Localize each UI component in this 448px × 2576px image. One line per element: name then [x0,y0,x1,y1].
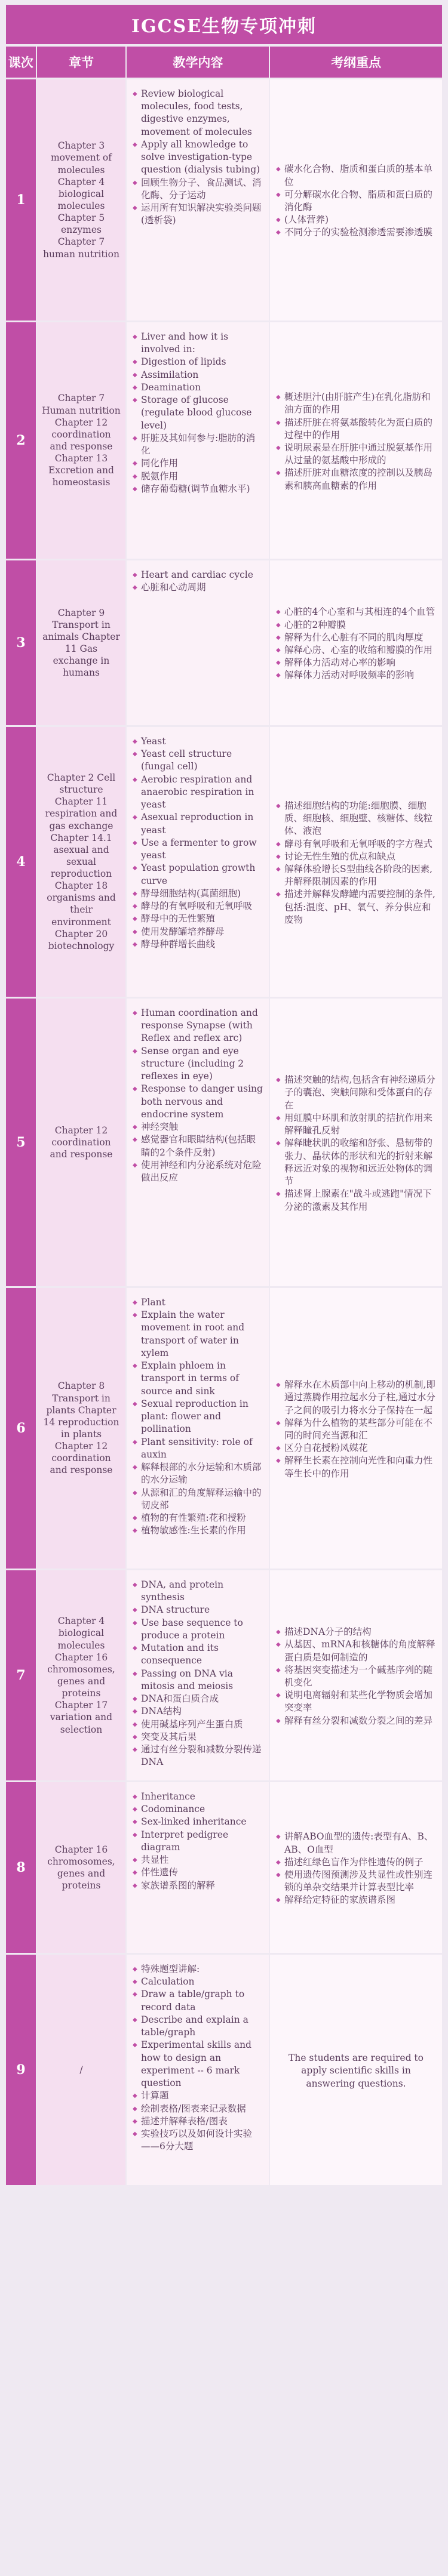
list-item: ◆ 使用碱基序列产生蛋白质 [133,1718,263,1731]
key-points-list [276,1074,436,1213]
list-item: ◆ Describe and explain a table/graph [133,2014,263,2039]
list-item: ◆ DNA和蛋白质合成 [133,1693,263,1705]
list-item: ◆ 讲解ABO血型的遗传:表型有A、B、AB、O血型 [276,1831,436,1856]
list-item: ◆ 植物的有性繁殖:花和授粉 [133,1512,263,1524]
list-item: ◆ Deamination [133,381,263,394]
list-item: ◆ 描述突触的结构,包括含有神经递质分子的囊泡、突触间隙和受体蛋白的存在 [276,1074,436,1112]
table-row [6,725,442,997]
list-item: ◆ 解释睫状肌的收缩和舒张、悬韧带的张力、晶状体的形状和光的折射来解释远近对象的视物和远近处物体的调节 [276,1137,436,1188]
page-title: IGCSE生物专项冲刺 [6,5,442,44]
list-item: ◆ 家族谱系图的解释 [133,1879,263,1892]
list-item: ◆ 将基因突变描述为一个碱基序列的随机变化 [276,1664,436,1689]
content-cell [125,727,269,997]
list-item: ◆ 解释心房、心室的收缩和瓣膜的作用 [276,644,436,657]
key-points-cell [269,727,442,997]
list-item: ◆ 回顾生物分子、食品测试、消化酶、分子运动 [133,177,263,202]
list-item: ◆ 同化作用 [133,457,263,470]
list-item: ◆ (人体营养) [276,214,436,226]
list-item: ◆ Aerobic respiration and anaerobic respiration in yeast [133,774,263,812]
list-item: ◆ Digestion of lipids [133,356,263,368]
key-points-cell [269,560,442,725]
key-points-list [276,1831,436,1906]
chapter-cell: Chapter 12 coordination and response [36,999,125,1286]
content-cell [125,1955,269,2185]
key-points-list [276,1626,436,1727]
header-content: 教学内容 [127,47,270,78]
list-item: ◆ 心脏的4个心室和与其相连的4个血管 [276,606,436,618]
list-item: ◆ Explain phloem in transport in terms of source and sink [133,1360,263,1398]
list-item: ◆ 描述并解释发酵罐内需要控制的条件,包括:温度、pH、氧气、养分供应和废物 [276,888,436,926]
chapter-cell: Chapter 4 biological molecules Chapter 16 chromosomes, genes and proteins Chapter 17 variation and selection [36,1570,125,1780]
chapter-cell: / [36,1955,125,2185]
key-points-list [276,163,436,239]
table-row [6,559,442,725]
content-cell [125,79,269,321]
header-lesson: 课次 [6,47,37,78]
content-cell [125,322,269,559]
list-item: ◆ 伴性遗传 [133,1866,263,1879]
list-item: ◆ 不同分子的实验检测渗透需要渗透膜 [276,226,436,239]
list-item: ◆ 解释水在木质部中向上移动的机制,即通过蒸腾作用拉起水分子柱,通过水分子之间的吸引力将水分子保持在一起 [276,1379,436,1417]
list-item: ◆ 概述胆汁(由肝脏产生)在乳化脂肪和油方面的作用 [276,391,436,416]
list-item: ◆ 心脏的2种瓣膜 [276,619,436,631]
content-cell [125,999,269,1286]
list-item: ◆ 描述红绿色盲作为伴性遗传的例子 [276,1856,436,1869]
content-cell [125,1570,269,1780]
content-list [133,735,263,951]
chapter-cell: Chapter 16 chromosomes, genes and proteins [36,1782,125,1953]
list-item: ◆ DNA structure [133,1604,263,1616]
list-item: ◆ 储存葡萄糖(调节血糖水平) [133,483,263,495]
table-row [6,1286,442,1569]
key-points-cell [269,1782,442,1953]
key-points-list [276,800,436,926]
list-item: ◆ Review biological molecules, food tests, digestive enzymes, movement of molecules [133,88,263,138]
list-item: ◆ 描述并解释表格/图表 [133,2115,263,2128]
course-table [6,47,442,2185]
table-row [6,1569,442,1780]
list-item: ◆ 突变及其后果 [133,1731,263,1743]
list-item: ◆ 肝脏及其如何参与:脂肪的消化 [133,432,263,457]
lesson-number: 1 [6,79,36,321]
chapter-cell: Chapter 9 Transport in animals Chapter 11 Gas exchange in humans [36,560,125,725]
list-item: ◆ 解释为什么心脏有不同的肌肉厚度 [276,631,436,644]
key-points-cell [269,999,442,1286]
list-item: ◆ 用虹膜中环肌和放射肌的拮抗作用来解释瞳孔反射 [276,1112,436,1137]
list-item: ◆ Sense organ and eye structure (including 2 reflexes in eye) [133,1045,263,1083]
list-item: ◆ 解释给定特征的家族谱系图 [276,1894,436,1906]
list-item: ◆ Response to danger using both nervous and endocrine system [133,1083,263,1121]
chapter-cell: Chapter 3 movement of molecules Chapter 4 biological molecules Chapter 5 enzymes Chapter 7 human nutrition [36,79,125,321]
header-chapter: 章节 [37,47,127,78]
key-points-text: The students are required to apply scientific skills in answering questions. [289,2053,424,2089]
lesson-number: 3 [6,560,36,725]
content-list [133,569,263,594]
list-item: ◆ 实验技巧以及如何设计实验——6分大题 [133,2128,263,2153]
lesson-number: 5 [6,999,36,1286]
list-item: ◆ Storage of glucose (regulate blood glucose level) [133,394,263,432]
list-item: ◆ Asexual reproduction in yeast [133,811,263,836]
content-list [133,1963,263,2153]
list-item: ◆ 神经突触 [133,1121,263,1133]
list-item: ◆ 从源和汇的角度解释运输中的韧皮部 [133,1487,263,1512]
list-item: ◆ 酵母种群增长曲线 [133,938,263,951]
list-item: ◆ Inheritance [133,1791,263,1803]
lesson-number: 4 [6,727,36,997]
list-item: ◆ 碳水化合物、脂质和蛋白质的基本单位 [276,163,436,188]
list-item: ◆ Yeast cell structure (fungal cell) [133,748,263,773]
list-item: ◆ Interpret pedigree diagram [133,1829,263,1854]
list-item: ◆ 说明尿素是在肝脏中通过脱氨基作用从过量的氨基酸中形成的 [276,442,436,467]
list-item: ◆ 酵母细胞结构(真菌细胞) [133,888,263,900]
lesson-number: 2 [6,322,36,559]
list-item: ◆ 脱氨作用 [133,470,263,483]
list-item: ◆ 讨论无性生殖的优点和缺点 [276,851,436,863]
chapter-cell: Chapter 7 Human nutrition Chapter 12 coordination and response Chapter 13 Excretion and homeostasis [36,322,125,559]
key-points-list [276,391,436,492]
list-item: ◆ DNA结构 [133,1705,263,1718]
list-item: ◆ 说明电离辐射和某些化学物质会增加突变率 [276,1689,436,1714]
lesson-number: 9 [6,1955,36,2185]
table-row [6,78,442,321]
list-item: ◆ Explain the water movement in root and transport of water in xylem [133,1309,263,1360]
list-item: ◆ 描述细胞结构的功能:细胞膜、细胞质、细胞核、细胞壁、核糖体、线粒体、液泡 [276,800,436,838]
list-item: ◆ Draw a table/graph to record data [133,1988,263,2013]
list-item: ◆ Plant sensitivity: role of auxin [133,1436,263,1461]
list-item: ◆ 解释生长素在控制向光性和向重力性等生长中的作用 [276,1455,436,1480]
table-row [6,1780,442,1953]
key-points-cell [269,322,442,559]
list-item: ◆ Yeast [133,735,263,748]
list-item: ◆ 感觉器官和眼睛结构(包括眼睛的2个条件反射) [133,1133,263,1158]
list-item: ◆ 共显性 [133,1854,263,1866]
list-item: ◆ DNA, and protein synthesis [133,1579,263,1604]
chapter-cell: Chapter 8 Transport in plants Chapter 14 reproduction in plants Chapter 12 coordination and response [36,1288,125,1569]
list-item: ◆ 使用神经和内分泌系统对危险做出反应 [133,1159,263,1184]
list-item: ◆ 解释有丝分裂和减数分裂之间的差异 [276,1715,436,1727]
list-item: ◆ 心脏和心动周期 [133,581,263,594]
key-points-list [276,1379,436,1480]
list-item: ◆ 区分自花授粉风媒花 [276,1442,436,1455]
list-item: ◆ Sex-linked inheritance [133,1816,263,1828]
lesson-number: 6 [6,1288,36,1569]
list-item: ◆ Plant [133,1296,263,1309]
list-item: ◆ Use a fermenter to grow yeast [133,837,263,862]
list-item: ◆ Mutation and its consequence [133,1642,263,1667]
content-cell [125,560,269,725]
table-row [6,997,442,1286]
lesson-number: 7 [6,1570,36,1780]
list-item: ◆ 绘制表格/图表来记录数据 [133,2103,263,2115]
key-points-list [276,606,436,682]
list-item: ◆ Calculation [133,1976,263,1988]
list-item: ◆ 酵母有氧呼吸和无氧呼吸的字方程式 [276,838,436,851]
key-points-cell [269,1288,442,1569]
list-item: ◆ 解释体力活动对心率的影响 [276,657,436,669]
list-item: ◆ 解释为什么植物的某些部分可能在不同的时间充当源和汇 [276,1417,436,1442]
list-item: ◆ 计算题 [133,2090,263,2102]
list-item: ◆ Heart and cardiac cycle [133,569,263,581]
list-item: ◆ 描述肝脏对血糖浓度的控制以及胰岛素和胰高血糖素的作用 [276,467,436,492]
list-item: ◆ 使用遗传图预测涉及共显性或性别连锁的单杂交结果并计算表型比率 [276,1869,436,1894]
list-item: ◆ 可分解碳水化合物、脂质和蛋白质的消化酶 [276,189,436,214]
list-item: ◆ 特殊题型讲解: [133,1963,263,1976]
key-points-cell [269,1955,442,2185]
list-item: ◆ 通过有丝分裂和减数分裂传递DNA [133,1743,263,1768]
table-row [6,1953,442,2185]
list-item: ◆ Yeast population growth curve [133,862,263,887]
list-item: ◆ 使用发酵罐培养酵母 [133,926,263,938]
table-body [6,78,442,2185]
key-points-cell [269,1570,442,1780]
list-item: ◆ 运用所有知识解决实验类问题(透析袋) [133,202,263,227]
content-cell [125,1288,269,1569]
table-row [6,321,442,559]
content-list [133,1791,263,1892]
list-item: ◆ 植物敏感性:生长素的作用 [133,1524,263,1537]
content-list [133,88,263,227]
lesson-number: 8 [6,1782,36,1953]
header-key-points: 考纲重点 [331,55,382,70]
list-item: ◆ Sexual reproduction in plant: flower and pollination [133,1398,263,1436]
content-list [133,1007,263,1184]
content-list [133,1296,263,1537]
list-item: ◆ 从基因、mRNA和核糖体的角度解释蛋白质是如何制造的 [276,1638,436,1663]
table-header [6,47,442,78]
list-item: ◆ 描述肝脏在将氨基酸转化为蛋白质的过程中的作用 [276,417,436,442]
key-points-cell [269,79,442,321]
list-item: ◆ 解释体验增长S型曲线各阶段的因素,并解释限制因素的作用 [276,863,436,888]
list-item: ◆ Liver and how it is involved in: [133,331,263,356]
chapter-cell: Chapter 2 Cell structure Chapter 11 respiration and gas exchange Chapter 14.1 asexual and sexual reproduction Chapter 18 organisms and their environment Chapter 20 biotechnology [36,727,125,997]
list-item: ◆ 酵母中的无性繁殖 [133,913,263,925]
list-item: ◆ 解释体力活动对呼吸频率的影响 [276,669,436,682]
list-item: ◆ 解释根部的水分运输和木质部的水分运输 [133,1461,263,1486]
list-item: ◆ 描述DNA分子的结构 [276,1626,436,1638]
list-item: ◆ Assimilation [133,369,263,381]
list-item: ◆ Human coordination and response Synapse (with Reflex and reflex arc) [133,1007,263,1045]
list-item: ◆ Apply all knowledge to solve investigation-type question (dialysis tubing) [133,138,263,177]
list-item: ◆ Use base sequence to produce a protein [133,1617,263,1642]
list-item: ◆ 描述肾上腺素在"战斗或逃跑"情况下分泌的激素及其作用 [276,1188,436,1213]
list-item: ◆ Codominance [133,1803,263,1816]
list-item: ◆ Experimental skills and how to design an experiment -- 6 mark question [133,2039,263,2090]
content-cell [125,1782,269,1953]
content-list [133,331,263,495]
content-list [133,1579,263,1769]
list-item: ◆ Passing on DNA via mitosis and meiosis [133,1668,263,1693]
list-item: ◆ 酵母的有氧呼吸和无氧呼吸 [133,900,263,913]
